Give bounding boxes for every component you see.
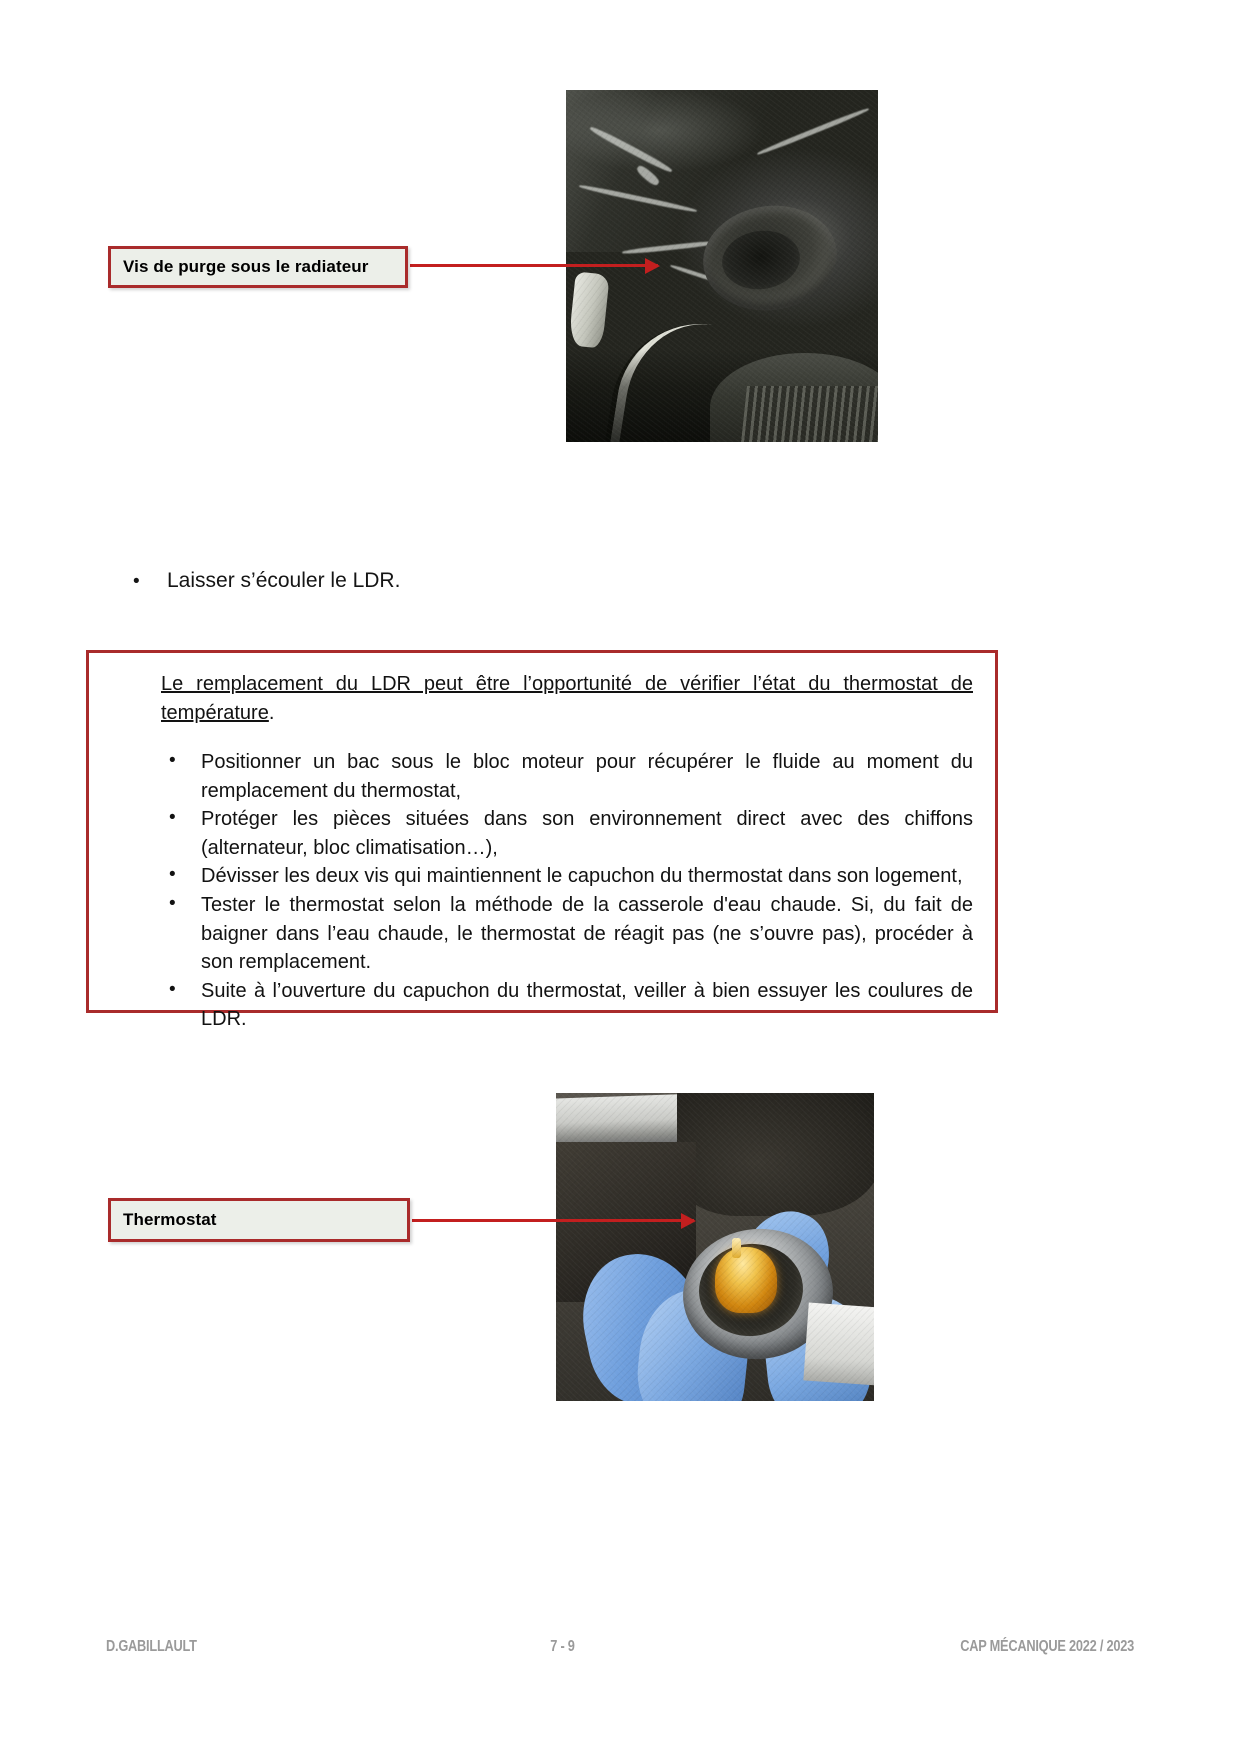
- callout-drain-screw-label: Vis de purge sous le radiateur: [123, 257, 369, 276]
- highlight-list: [161, 748, 973, 1034]
- bullet-text: Laisser s’écouler le LDR.: [167, 569, 401, 592]
- photo2-grain: [556, 1093, 874, 1401]
- callout-arrow-thermostat: [412, 1219, 694, 1222]
- callout-arrow-drain-screw: [410, 264, 658, 267]
- footer-page-number: 7 - 9: [550, 1638, 575, 1655]
- highlight-heading-underlined: Le remplacement du LDR peut être l’opportunité de vérifier l’état du thermostat de température: [161, 673, 973, 724]
- page-footer: [106, 1638, 1134, 1656]
- list-item: • Positionner un bac sous le bloc moteur pour récupérer le fluide au moment du remplacement du thermostat,: [161, 748, 973, 805]
- list-item: • Dévisser les deux vis qui maintiennent le capuchon du thermostat dans son logement,: [161, 862, 973, 891]
- footer-author: D.GABILLAULT: [106, 1638, 197, 1655]
- callout-thermostat-label: Thermostat: [123, 1210, 217, 1229]
- list-item: • Protéger les pièces situées dans son environnement direct avec des chiffons (alternateur, bloc climatisation…),: [161, 805, 973, 862]
- photo-thermostat: [556, 1093, 874, 1401]
- highlight-heading-tail: .: [268, 702, 275, 724]
- footer-course: CAP MÉCANIQUE 2022 / 2023: [960, 1638, 1134, 1655]
- highlight-frame-content: [89, 653, 995, 1044]
- highlight-frame: [86, 650, 998, 1031]
- bullet-laisser-ecouler: [133, 568, 400, 594]
- callout-thermostat: [108, 1198, 410, 1242]
- list-item: • Tester le thermostat selon la méthode de la casserole d'eau chaude. Si, du fait de baigner dans l’eau chaude, le thermostat de réagit pas (ne s’ouvre pas), procéder à son remplacement.: [161, 891, 973, 977]
- callout-drain-screw: [108, 246, 408, 288]
- list-item: • Suite à l’ouverture du capuchon du thermostat, veiller à bien essuyer les coulures de LDR.: [161, 977, 973, 1034]
- highlight-heading: [161, 670, 973, 728]
- bullet-marker: •: [133, 571, 140, 592]
